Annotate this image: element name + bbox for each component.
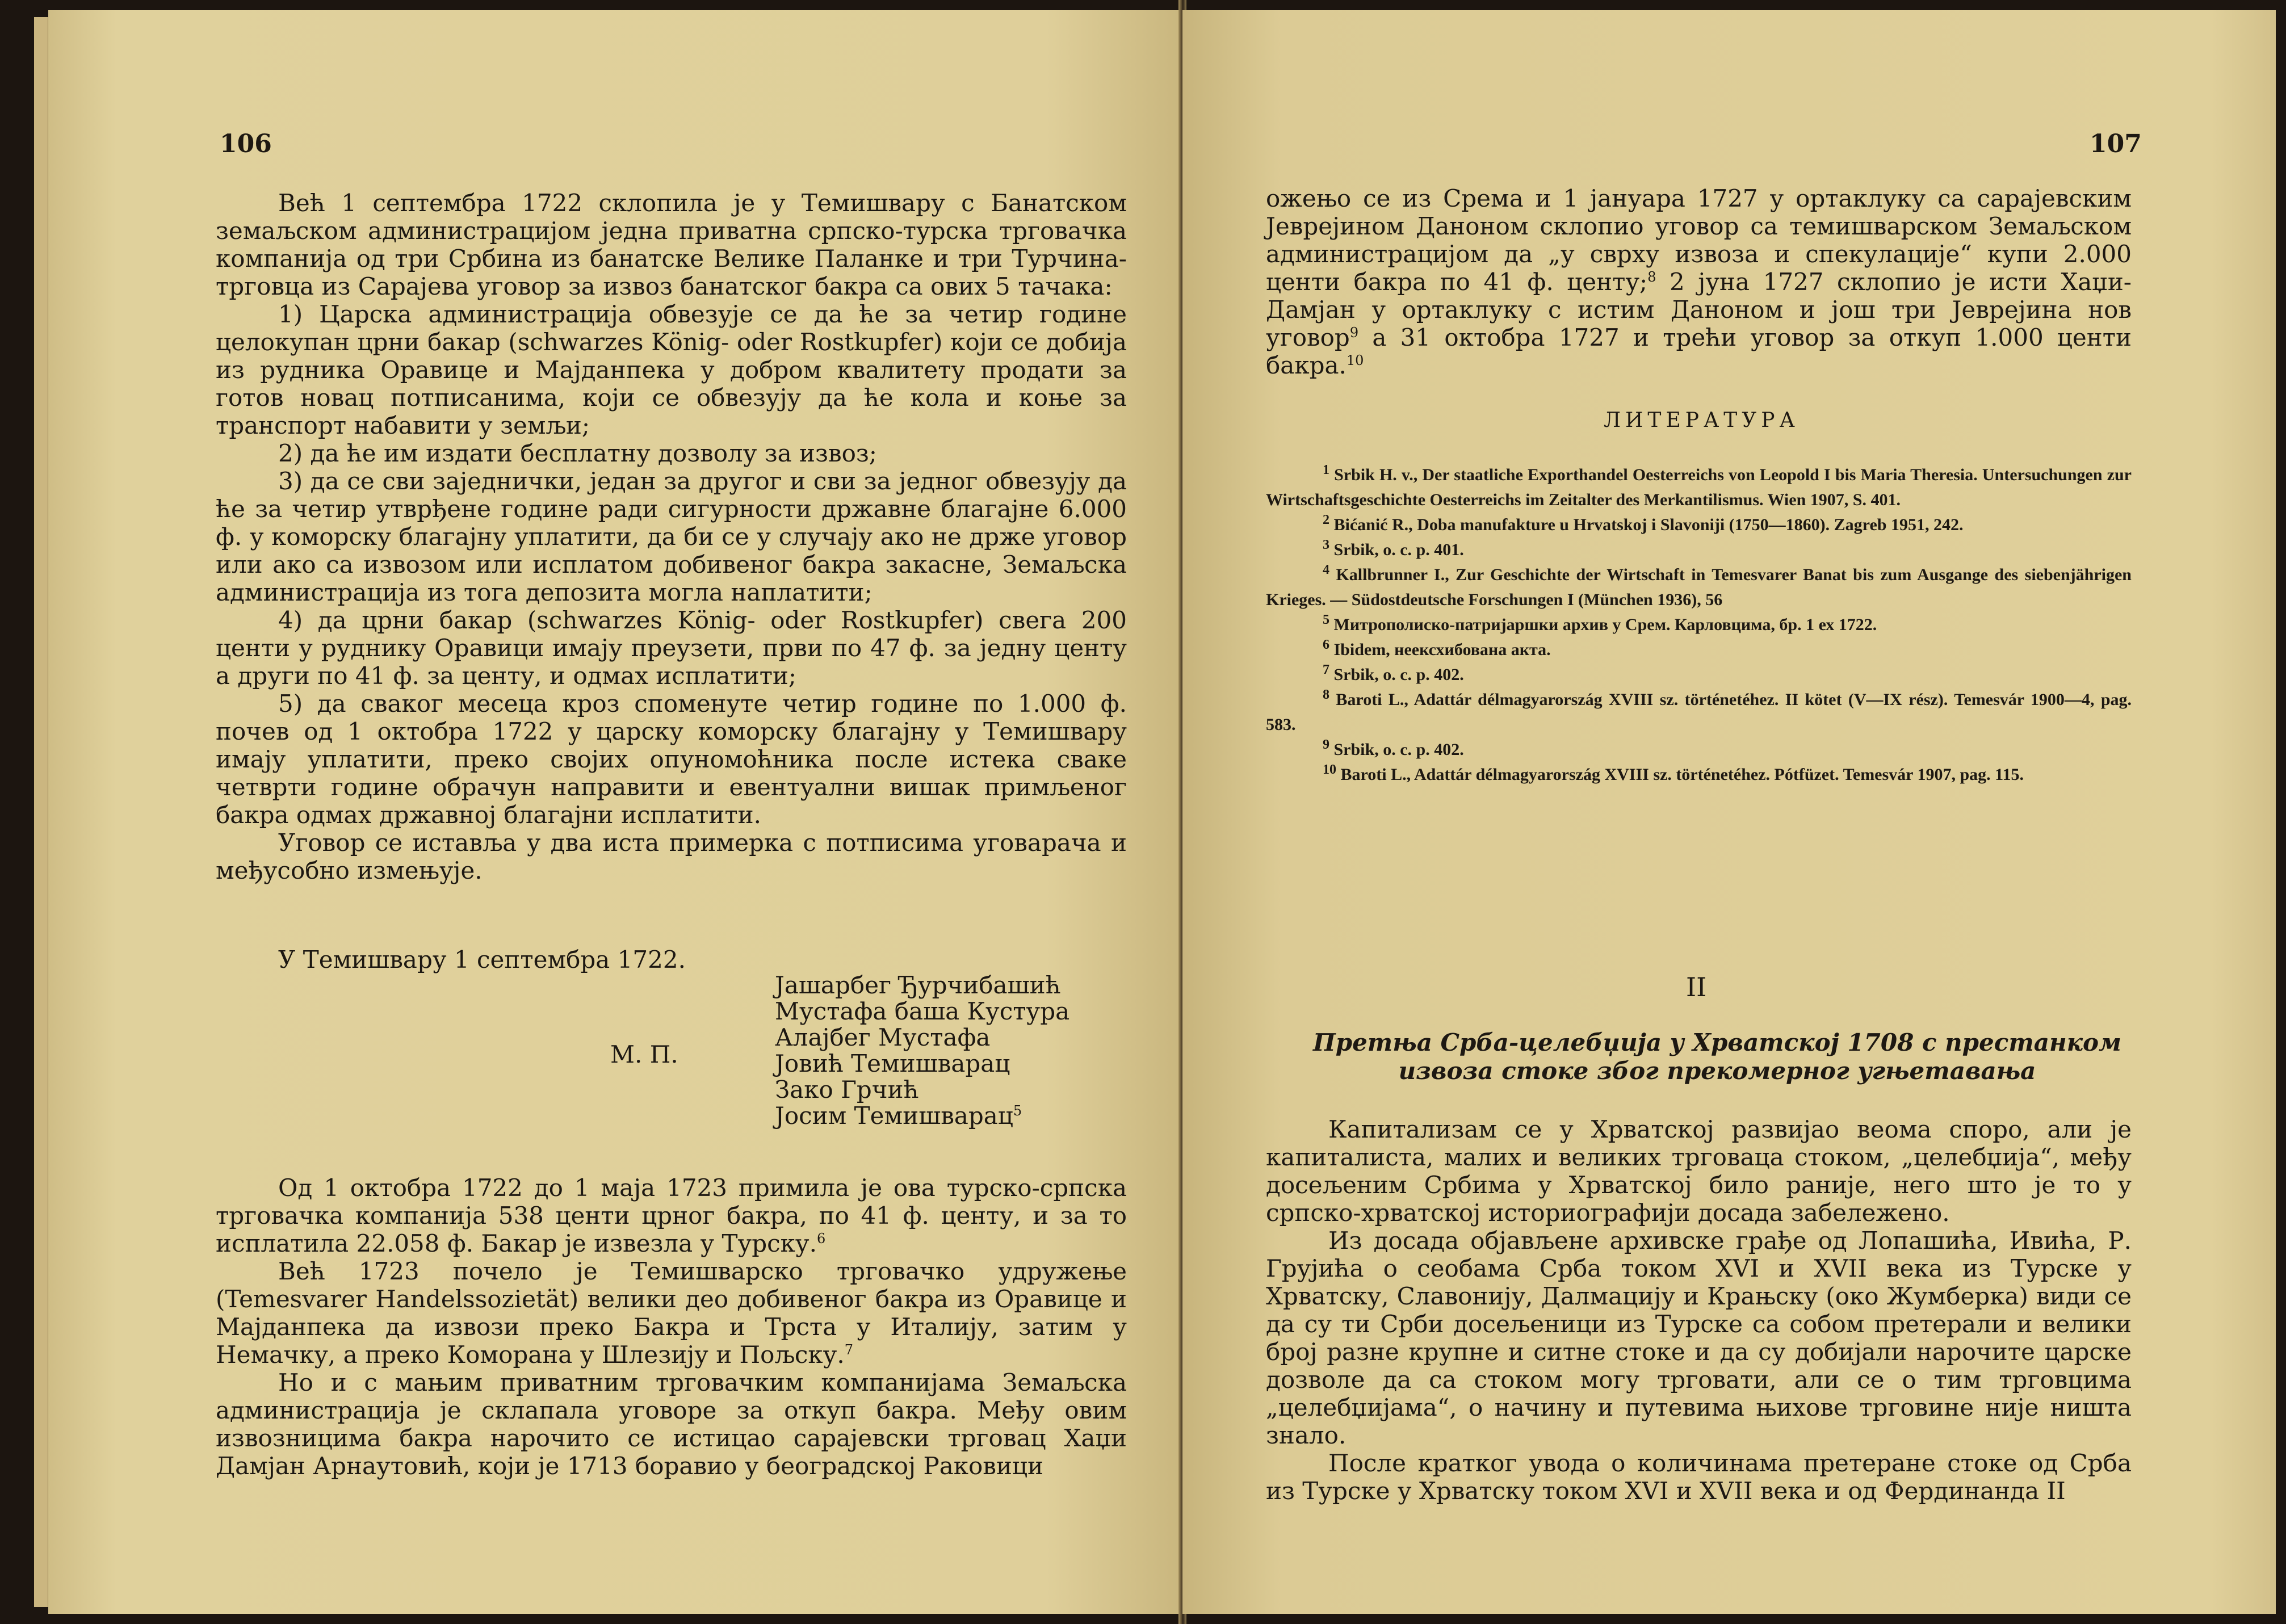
- footnote-mark: 10: [1346, 353, 1364, 368]
- paragraph: Уговор се истављa у два иста примерка с потписима уговарача и међусобно измењује.: [216, 829, 1127, 884]
- right-body-top: [1266, 184, 2132, 379]
- paragraph: Већ 1723 почело је Темишварско трговачко удружење (Temesvarer Handelssozietät) велики део добивеног бакра из Оравице и Мајданпека да извози преко Бакра и Трста у Италију, затим у Немачку, а преко Коморана у Шлезију и Пољску.$^7$: [216, 1257, 1127, 1369]
- reference-item: $^6$ Ibidem, неексхибована акта.: [1323, 637, 1551, 659]
- reference-item: $^8$ Baroti L., Adattár délmagyarország XVIII sz. történetéhez. II kötet (V—IX rész). Temesvár 1900—4, pag. 583.: [1266, 687, 2132, 734]
- chapter-number: II: [1686, 972, 1707, 1002]
- paragraph: Но и с мањим приватним трговачким компанијама Земаљска администрација је склапала уговоре за откуп бакра. Међу овим извозницима бакра нарочито се истицао сарајевски трговац Хаџи Дамјан Арнаутовић, који је 1713 боравио у београдској Раковици: [216, 1369, 1127, 1480]
- signatory: Мустафа баша Кустура: [775, 997, 1070, 1025]
- left-body-bottom: [216, 1174, 1127, 1480]
- chapter-title: Претња Срба-целебџија у Хрватској 1708 с престанком извоза стоке због прекомерног угњетавања: [1313, 1029, 2121, 1085]
- signatory: Јовић Темишварац: [775, 1050, 1010, 1077]
- paragraph: Из досада објављене архивске грађе од Лопашића, Ивића, Р. Грујића о сеобама Срба током XVI и XVII века из Турске у Хрватску, Славонију, Далмацију и Крањску (око Жумберка) види се да су ти Срби досељеници из Турске са собом претерали и велики број разне крупне и ситне стоке и да су добијали нарочите царске дозволе да са стоком могу трговати, али се о тим трговцима „целебџијама“, о начину и путевима њихове трговине није ништа знало.: [1266, 1227, 2132, 1449]
- footnote-mark: 8: [1647, 269, 1656, 285]
- footnote-mark: 7: [844, 1342, 853, 1358]
- paragraph: 4) да црни бакар (schwarzes König- oder Rostkupfer) свега 200 центи у руднику Оравици имају преузети, први по 47 ф. за једну центу а други по 41 ф. за центу, и одмах исплатити;: [216, 606, 1127, 690]
- paragraph: 3) да се сви заједнички, један за другог и сви за једног обвезују да ће за четир утврђене године ради сигурности државне благајне 6.000 ф. у коморску благајну уплатити, да би се у случају ако не држе уговор или ако са извозом или исплатом добивеног бакра закасне, Земаљска администрација из тога депозита могла наплатити;: [216, 467, 1127, 606]
- reference-item: $^1$ Srbik H. v., Der staatliche Exporthandel Oesterreichs von Leopold I bis Maria Theresia. Untersuchungen zur Wirtschaftsgeschichte Oesterreichs im Zeitalter des Merkantilismus. Wien 1907, S. 401.: [1266, 463, 2132, 509]
- paragraph: 2) да ће им издати бесплатну дозволу за извоз;: [278, 439, 877, 467]
- paragraph: ожењо се из Срема и 1 јануара 1727 у ортаклуку са сарајевским Јеврејином Даноном склопио уговор са темишварском Земаљском администрацијом да „у сврху извоза и спекулације“ купи 2.000 центи бакра по 41 ф. центу;$^8$ 2 јуна 1727 склопио је исти Хаџи-Дамјан у ортаклуку с истим Даноном и још три Јеврејина нов уговор$^9$ а 31 октобра 1727 и трећи уговор за откуп 1.000 центи бакра.$^{10}$: [1266, 184, 2132, 379]
- right-body-bottom: [1266, 1115, 2132, 1505]
- reference-item: $^4$ Kallbrunner I., Zur Geschichte der Wirtschaft in Temesvarer Banat bis zum Ausgange des siebenjährigen Krieges. — Südostdeutsche Forschungen I (München 1936), 56: [1266, 563, 2132, 609]
- left-page: [48, 10, 1182, 1614]
- literature-heading: ЛИТЕРАТУРА: [1604, 409, 1800, 432]
- paragraph: Од 1 октобра 1722 до 1 маја 1723 примила је ова турско-српска трговачка компанија 538 центи црног бакра, по 41 ф. центу, и за то исплатила 22.058 ф. Бакар је извезла у Турску.$^6$: [216, 1174, 1127, 1257]
- page-number: 106: [220, 129, 272, 158]
- seal-mark: М. П.: [610, 1040, 678, 1068]
- footnote-mark: 9: [1349, 325, 1359, 341]
- signatory: Јашарбег Ђурчибашић: [775, 971, 1061, 999]
- page-edges-left-2: [41, 17, 49, 1607]
- signatory: Алајбег Мустафа: [775, 1023, 991, 1051]
- reference-item: $^5$ Митрополиско-патријаршки архив у Срем. Карловцима, бр. 1 ех 1722.: [1323, 612, 1877, 634]
- reference-item: $^3$ Srbik, o. c. p. 401.: [1323, 538, 1464, 559]
- reference-item: $^{10}$ Baroti L., Adattár délmagyarország XVIII sz. történetéhez. Pótfüzet. Temesvár 1907, pag. 115.: [1323, 762, 2024, 784]
- reference-item: $^9$ Srbik, o. c. p. 402.: [1323, 737, 1464, 759]
- paragraph: Капитализам се у Хрватској развијао веома споро, али је капиталиста, малих и великих трговаца стоком, „целебџија“, међу досељеним Србима у Хрватској било раније, него што је то у српско-хрватској историографији досада забележено.: [1266, 1115, 2132, 1227]
- references-list: [1266, 463, 2132, 787]
- footnote-mark: 6: [816, 1231, 826, 1247]
- page-number: 107: [2090, 129, 2142, 158]
- left-body-top: [216, 189, 1127, 884]
- signature-date: У Темишвару 1 септембра 1722.: [278, 946, 686, 973]
- reference-item: $^2$ Bićanić R., Doba manufakture u Hrvatskoj i Slavoniji (1750—1860). Zagreb 1951, 242.: [1323, 513, 1964, 534]
- paragraph: После кратког увода о количинама претеране стоке од Срба из Турске у Хрватску током XVI и XVII века и од Фердинанда II: [1266, 1449, 2132, 1505]
- signatory-list: [775, 972, 1069, 1129]
- paragraph: Већ 1 септембра 1722 склопила је у Темишвару с Банатском земаљском администрацијом једна приватна српско-турска трговачка компанија од три Србина из банатске Велике Паланке и три Турчина-трговца из Сарајева уговор за извоз банатског бакра са ових 5 тачака:: [216, 189, 1127, 300]
- paragraph: 1) Царска администрација обвезује се да ће за четир године целокупан црни бакар (schwarzes König- oder Rostkupfer) који се добија из рудника Оравице и Мајданпека у добром квалитету продати за готов новац потписанима, који се обвезују да ће кола и коње за транспорт набавити у земљи;: [216, 300, 1127, 439]
- signatory: Зако Грчић: [775, 1076, 919, 1103]
- reference-item: $^7$ Srbik, o. c. p. 402.: [1323, 662, 1464, 684]
- signatory-last: Јосим Темишварац$^5$: [775, 1102, 1022, 1130]
- footnote-mark: 5: [1013, 1103, 1022, 1119]
- paragraph: 5) да сваког месеца кроз споменуте четир године по 1.000 ф. почев од 1 октобра 1722 у царску коморску благајну у Темишвару имају уплатити, преко својих опуномоћника после истека сваке четврти године обрачун направити и евентуални вишак примљеног бакра одмах државној благајни исплатити.: [216, 690, 1127, 829]
